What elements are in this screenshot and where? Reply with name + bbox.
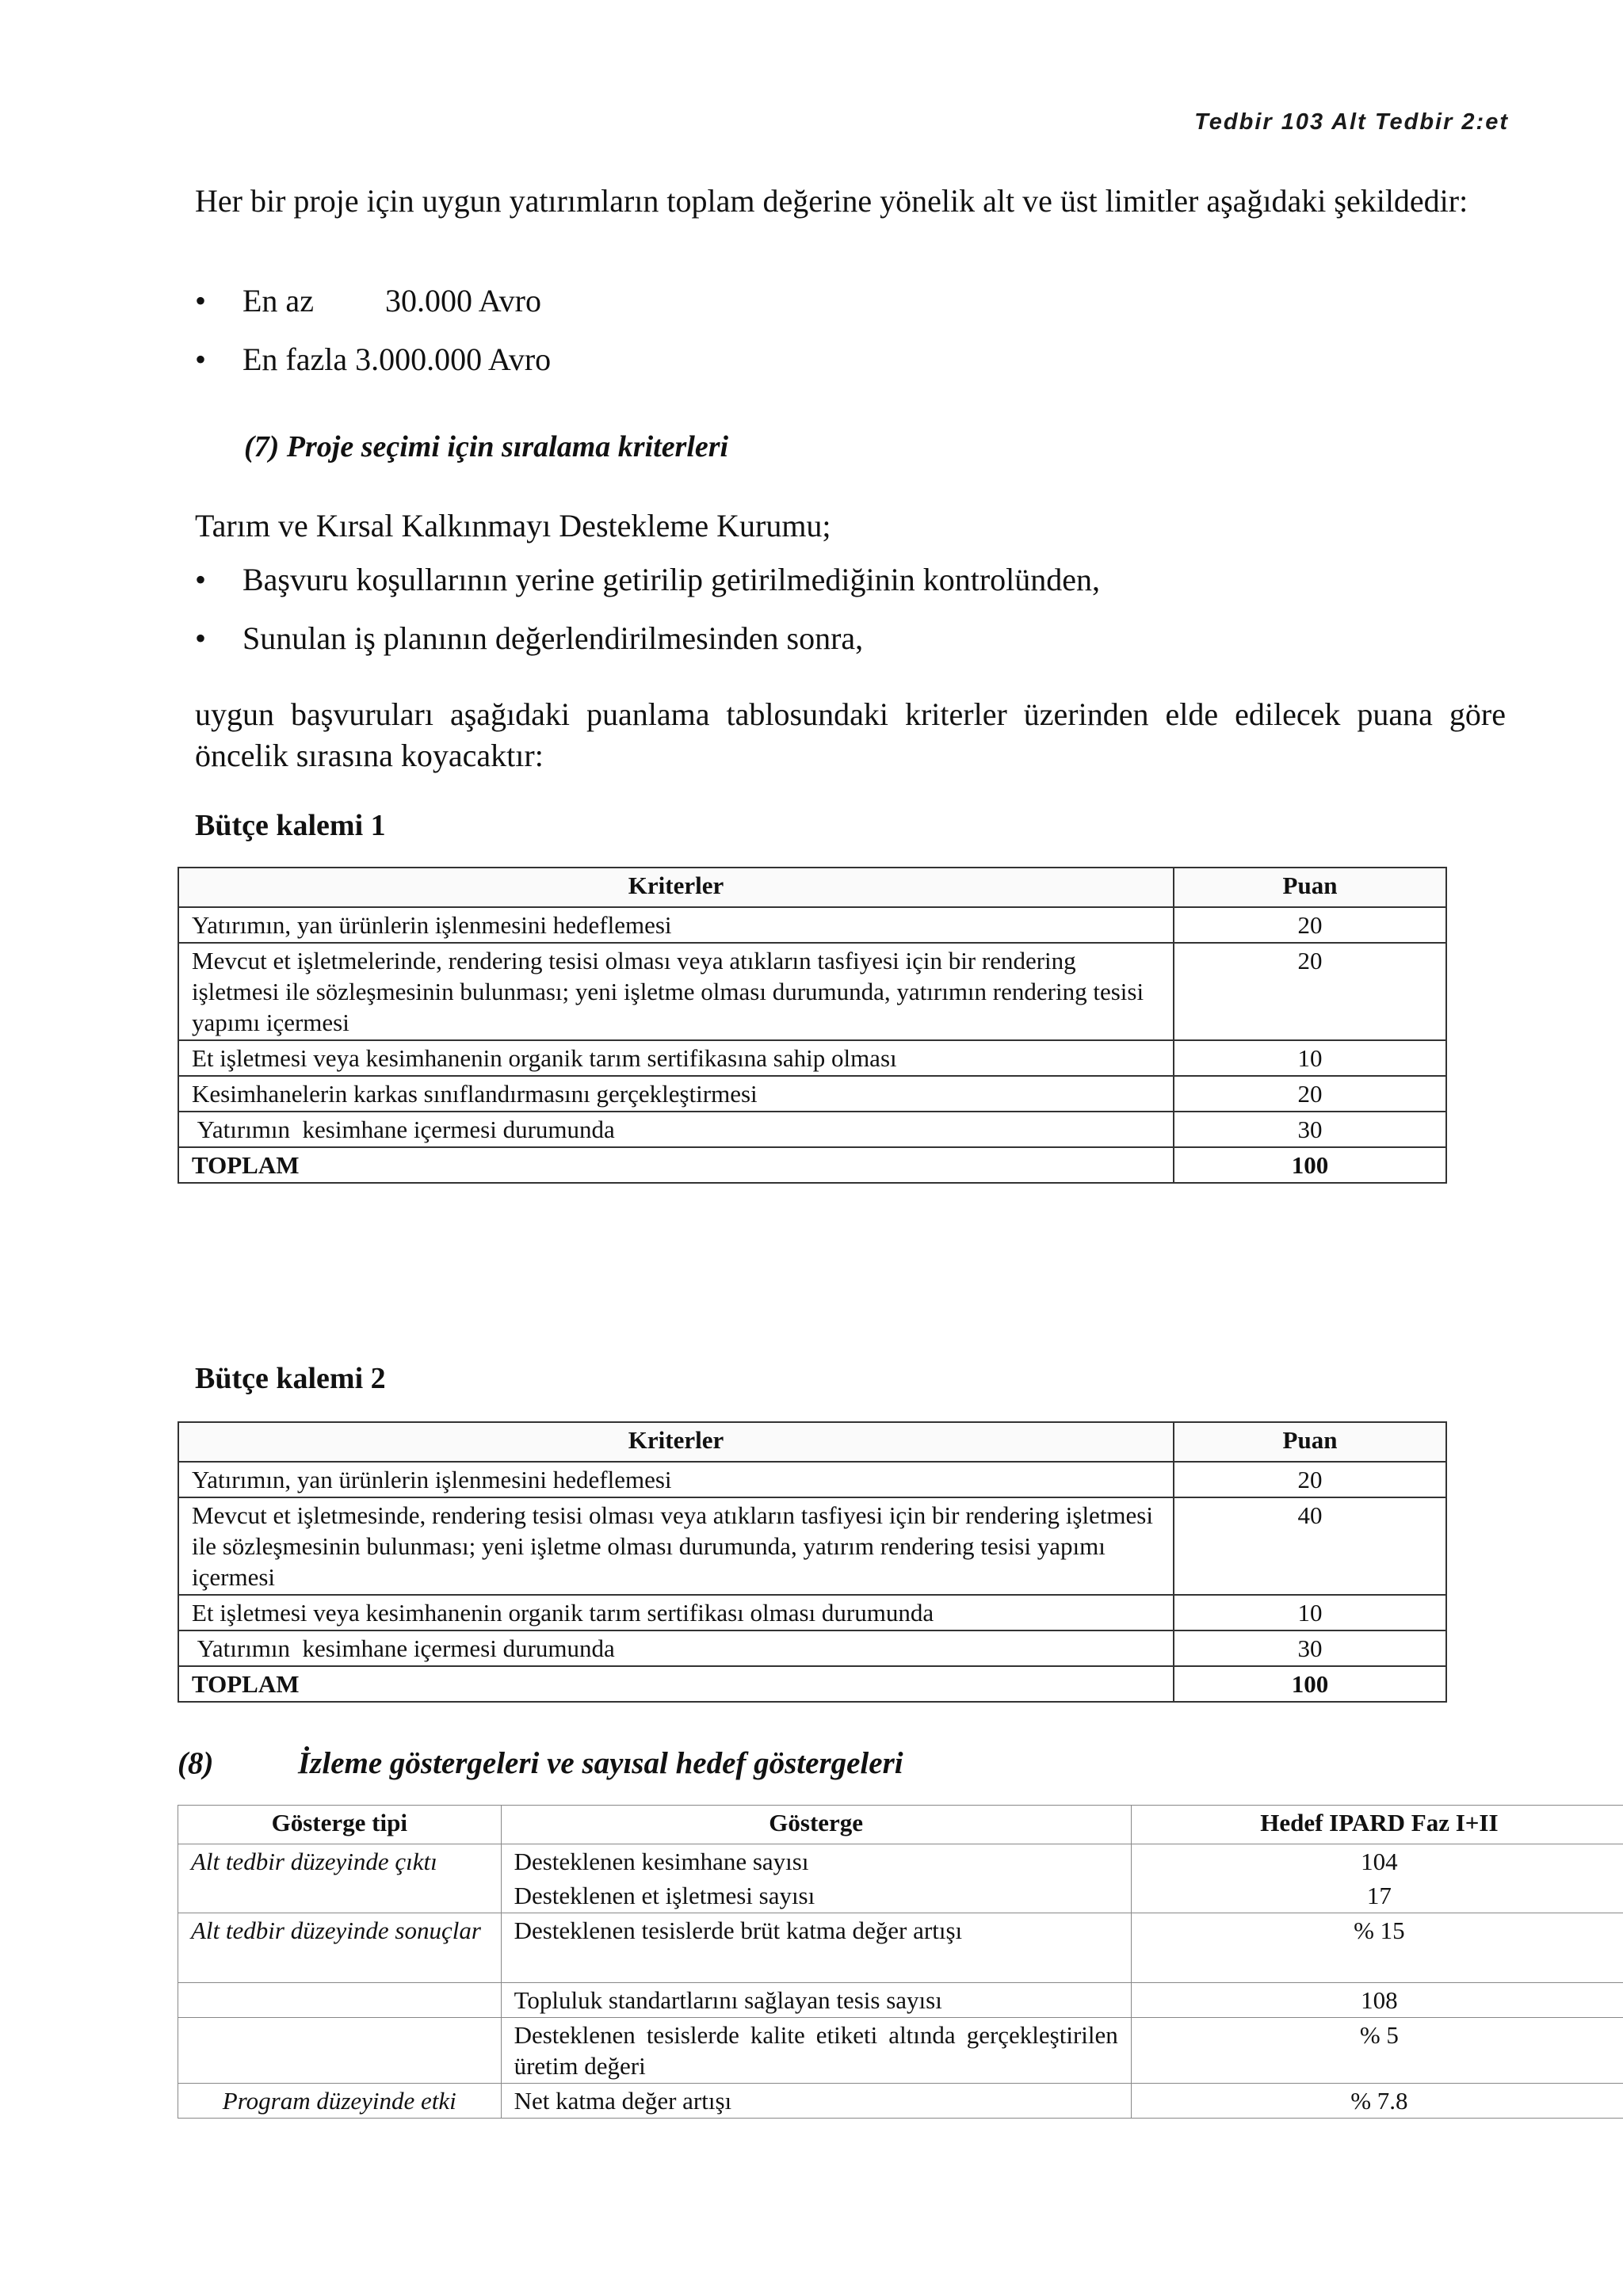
table-row xyxy=(178,1913,1623,1983)
type-cell: Alt tedbir düzeyinde çıktı xyxy=(178,1844,502,1879)
type-cell xyxy=(178,1983,502,2018)
bullet-icon: • xyxy=(195,562,207,597)
table-row xyxy=(178,907,1446,943)
criteria-header: Kriterler xyxy=(178,868,1174,907)
total-row xyxy=(178,1666,1446,1702)
criteria-cell: Kesimhanelerin karkas sınıflandırmasını gerçekleştirmesi xyxy=(178,1076,1174,1112)
indicator-cell: Desteklenen tesislerde brüt katma değer artışı xyxy=(501,1913,1131,1983)
indicator-cell: Desteklenen et işletmesi sayısı xyxy=(501,1878,1131,1913)
criteria-cell: Et işletmesi veya kesimhanenin organik tarım sertifikasına sahip olması xyxy=(178,1040,1174,1076)
points-cell: 30 xyxy=(1174,1630,1446,1666)
table-row xyxy=(178,1595,1446,1630)
running-header: Tedbir 103 Alt Tedbir 2:et xyxy=(1194,109,1509,135)
points-cell: 20 xyxy=(1174,1462,1446,1497)
table-row xyxy=(178,2084,1623,2119)
criteria-cell: Yatırımın kesimhane içermesi durumunda xyxy=(178,1630,1174,1666)
table-header-row xyxy=(178,1422,1446,1462)
points-cell: 30 xyxy=(1174,1112,1446,1147)
indicator-cell: Desteklenen tesislerde kalite etiketi altında gerçekleştirilen üretim değeri xyxy=(501,2018,1131,2084)
target-cell: % 7.8 xyxy=(1131,2084,1623,2119)
target-cell: % 15 xyxy=(1131,1913,1623,1983)
indicator-cell: Net katma değer artışı xyxy=(501,2084,1131,2119)
total-label: TOPLAM xyxy=(178,1666,1174,1702)
table-row xyxy=(178,1462,1446,1497)
table-row xyxy=(178,1076,1446,1112)
table-row xyxy=(178,1040,1446,1076)
indicators-table xyxy=(178,1805,1623,2119)
type-cell: Alt tedbir düzeyinde sonuçlar xyxy=(178,1913,502,1983)
total-points: 100 xyxy=(1174,1147,1446,1183)
points-cell: 20 xyxy=(1174,943,1446,1040)
bullet-icon: • xyxy=(195,341,207,377)
table-row xyxy=(178,2018,1623,2084)
target-cell: 17 xyxy=(1131,1878,1623,1913)
points-cell: 20 xyxy=(1174,907,1446,943)
target-header: Hedef IPARD Faz I+II xyxy=(1131,1806,1623,1844)
bullet-icon: • xyxy=(195,620,207,656)
limit-max-text: En fazla 3.000.000 Avro xyxy=(242,341,552,377)
indicator-header: Gösterge xyxy=(501,1806,1131,1844)
ranking-paragraph: uygun başvuruları aşağıdaki puanlama tablosundaki kriterler üzerinden elde edilecek puana göre öncelik sırasına koyacaktır: xyxy=(195,696,1506,773)
target-cell: 104 xyxy=(1131,1844,1623,1879)
table-row xyxy=(178,1630,1446,1666)
limit-min-text: En az 30.000 Avro xyxy=(242,283,541,318)
bullet-icon: • xyxy=(195,283,207,318)
section-7-heading: (7) Proje seçimi için sıralama kriterleri xyxy=(244,430,729,463)
table-row xyxy=(178,943,1446,1040)
table-header-row xyxy=(178,868,1446,907)
points-header: Puan xyxy=(1174,1422,1446,1462)
total-row xyxy=(178,1147,1446,1183)
budget-2-table xyxy=(178,1421,1447,1703)
points-cell: 10 xyxy=(1174,1595,1446,1630)
total-points: 100 xyxy=(1174,1666,1446,1702)
table-row xyxy=(178,1878,1623,1913)
target-cell: % 5 xyxy=(1131,2018,1623,2084)
criteria-cell: Yatırımın kesimhane içermesi durumunda xyxy=(178,1112,1174,1147)
agency-line: Tarım ve Kırsal Kalkınmayı Destekleme Kurumu; xyxy=(195,508,831,543)
table-row xyxy=(178,1497,1446,1595)
criteria-cell: Mevcut et işletmesinde, rendering tesisi olması veya atıkların tasfiyesi için bir rendering işletmesi ile sözleşmesinin bulunması; yeni işletme olması durumunda, yatırım rendering tesisi yapımı içermesi xyxy=(178,1497,1174,1595)
criteria-header: Kriterler xyxy=(178,1422,1174,1462)
table-row xyxy=(178,1983,1623,2018)
step-1-text: Başvuru koşullarının yerine getirilip getirilmediğinin kontrolünden, xyxy=(242,562,1101,597)
budget-1-table xyxy=(178,867,1447,1184)
section-8-number: (8) xyxy=(178,1746,214,1780)
criteria-cell: Mevcut et işletmelerinde, rendering tesisi olması veya atıkların tasfiyesi için bir rendering işletmesi ile sözleşmesinin bulunması; yeni işletme olması durumunda, yatırımın rendering tesisi yapımı içermesi xyxy=(178,943,1174,1040)
criteria-cell: Yatırımın, yan ürünlerin işlenmesini hedeflemesi xyxy=(178,1462,1174,1497)
type-cell xyxy=(178,1878,502,1913)
criteria-cell: Yatırımın, yan ürünlerin işlenmesini hedeflemesi xyxy=(178,907,1174,943)
step-2-text: Sunulan iş planının değerlendirilmesinden sonra, xyxy=(242,620,864,656)
table-header-row xyxy=(178,1806,1623,1844)
type-header: Gösterge tipi xyxy=(178,1806,502,1844)
intro-paragraph: Her bir proje için uygun yatırımların toplam değerine yönelik alt ve üst limitler aşağıdaki şekildedir: xyxy=(195,183,1468,219)
criteria-cell: Et işletmesi veya kesimhanenin organik tarım sertifikası olması durumunda xyxy=(178,1595,1174,1630)
target-cell: 108 xyxy=(1131,1983,1623,2018)
points-cell: 40 xyxy=(1174,1497,1446,1595)
points-cell: 10 xyxy=(1174,1040,1446,1076)
section-8-title: İzleme göstergeleri ve sayısal hedef göstergeleri xyxy=(298,1746,903,1780)
table-row xyxy=(178,1112,1446,1147)
points-header: Puan xyxy=(1174,868,1446,907)
indicator-cell: Topluluk standartlarını sağlayan tesis sayısı xyxy=(501,1983,1131,2018)
table-row xyxy=(178,1844,1623,1879)
total-label: TOPLAM xyxy=(178,1147,1174,1183)
indicator-cell: Desteklenen kesimhane sayısı xyxy=(501,1844,1131,1879)
type-cell xyxy=(178,2018,502,2084)
budget-2-title: Bütçe kalemi 2 xyxy=(195,1362,386,1395)
budget-1-title: Bütçe kalemi 1 xyxy=(195,809,386,842)
points-cell: 20 xyxy=(1174,1076,1446,1112)
type-cell: Program düzeyinde etki xyxy=(178,2084,502,2119)
